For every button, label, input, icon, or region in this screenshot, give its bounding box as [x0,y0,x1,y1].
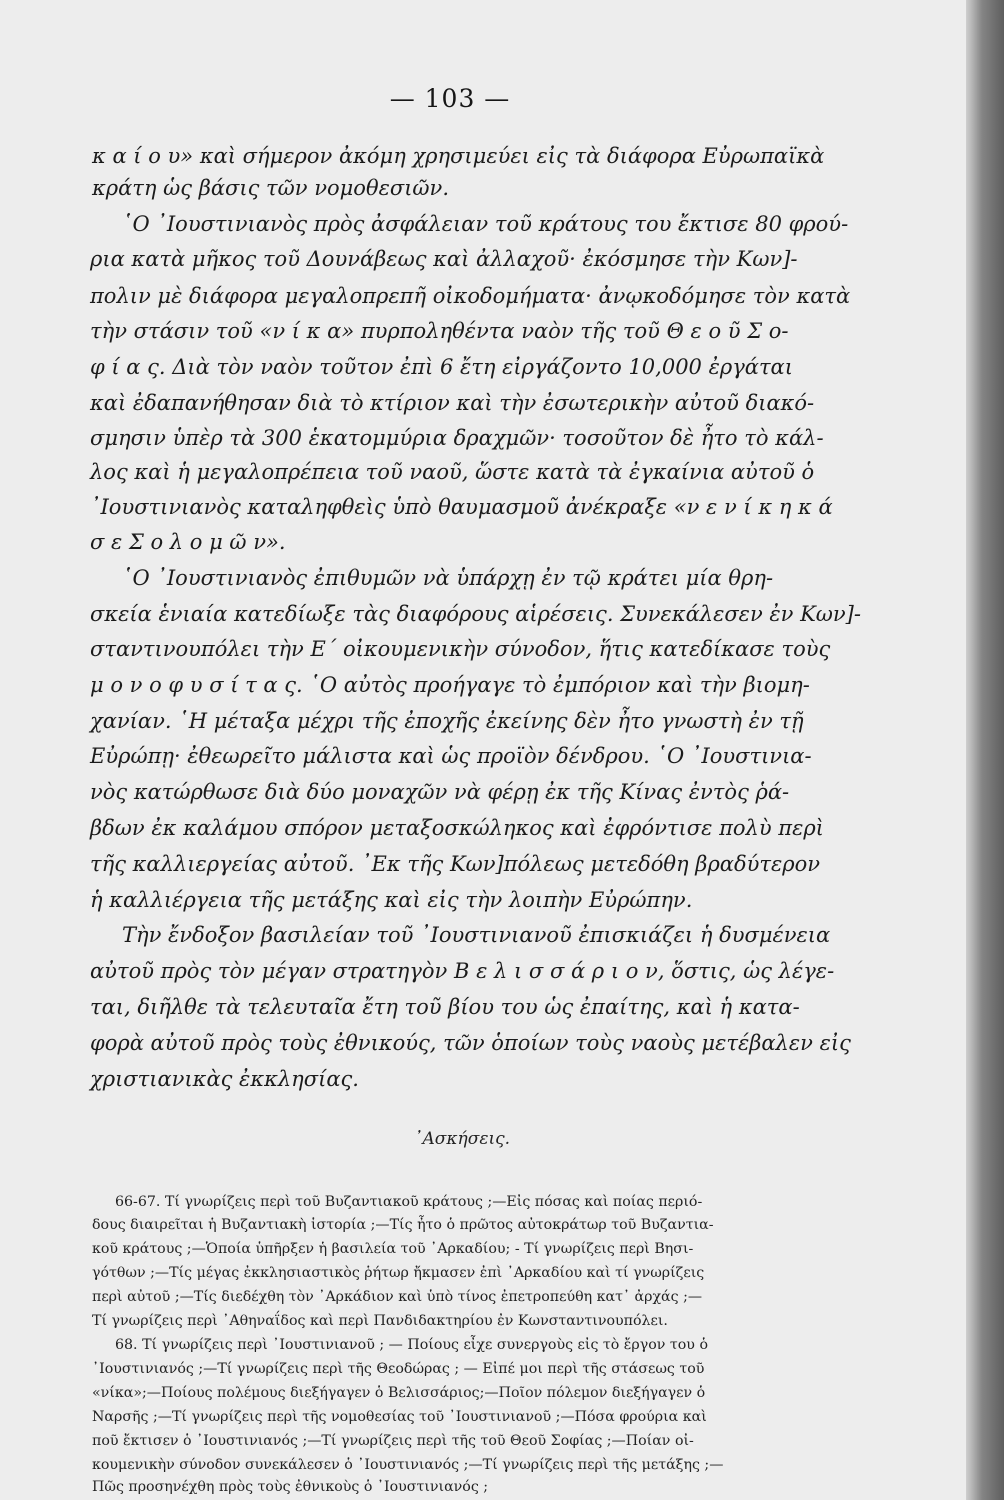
body-line: βδων ἐκ καλάμου σπόρον μεταξοσκώληκος καὶ ἐφρόντισε πολὺ περὶ [90,816,824,840]
exercise-line: κοῦ κράτους ;—Ὁποία ὑπῆρξεν ἡ βασιλεία τοῦ ᾿Αρκαδίου; - Τί γνωρίζεις περὶ Βησι- [92,1241,694,1257]
body-line: νὸς κατώρθωσε διὰ δύο μοναχῶν νὰ φέρῃ ἐκ τῆς Κίνας ἐντὸς ῥά- [90,780,790,804]
body-line: σμησιν ὑπὲρ τὰ 300 ἑκατομμύρια δραχμῶν· τοσοῦτον δὲ ἦτο τὸ κάλ- [90,426,824,450]
exercise-line: ποῦ ἔκτισεν ὁ ᾿Ιουστινιανός ;—Τί γνωρίζεις περὶ τῆς τοῦ Θεοῦ Σοφίας ;—Ποίαν οἰ- [92,1433,694,1449]
page-number: — 103 — [389,84,511,113]
body-line: σκεία ἑνιαία κατεδίωξε τὰς διαφόρους αἱρέσεις. Συνεκάλεσεν ἐν Κων]- [90,602,861,626]
exercise-line: Ναρσῆς ;—Τί γνωρίζεις περὶ τῆς νομοθεσίας τοῦ ᾿Ιουστινιανοῦ ;—Πόσα φρούρια καὶ [92,1409,707,1425]
body-line: ρια κατὰ μῆκος τοῦ Δουνάβεως καὶ ἀλλαχοῦ· ἐκόσμησε τὴν Κων]- [90,247,798,271]
exercise-line: κουμενικὴν σύνοδον συνεκάλεσεν ὁ ᾿Ιουστινιανός ;—Τί γνωρίζεις περὶ τῆς μετάξης ;— [92,1457,724,1473]
body-line: κ α ί ο υ» καὶ σήμερον ἀκόμη χρησιμεύει εἰς τὰ διάφορα Εὐρωπαϊκὰ [92,144,825,168]
body-line: χανίαν. ῾Η μέταξα μέχρι τῆς ἐποχῆς ἐκείνης δὲν ἦτο γνωστὴ ἐν τῇ [90,709,804,733]
body-line: σ ε Σ ο λ ο μ ῶ ν». [90,530,286,554]
exercise-line: Τί γνωρίζεις περὶ ᾿Αθηναΐδος καὶ περὶ Πανδιδακτηρίου ἐν Κωνσταντινουπόλει. [92,1313,668,1329]
body-line: κράτη ὡς βάσις τῶν νομοθεσιῶν. [92,176,449,200]
body-line: Εὐρώπῃ· ἐθεωρεῖτο μάλιστα καὶ ὡς προϊὸν δένδρου. ῾Ο ᾿Ιουστινια- [90,744,812,768]
body-line: χριστιανικὰς ἐκκλησίας. [90,1067,359,1091]
body-line: ῾Ο ᾿Ιουστινιανὸς ἐπιθυμῶν νὰ ὑπάρχῃ ἐν τῷ κράτει μία θρη- [122,566,774,590]
body-line: λος καὶ ἡ μεγαλοπρέπεια τοῦ ναοῦ, ὥστε κατὰ τὰ ἐγκαίνια αὐτοῦ ὁ [90,460,815,484]
exercise-line: Πῶς προσηνέχθη πρὸς τοὺς ἐθνικοὺς ὁ ᾿Ιουστινιανός ; [92,1479,489,1495]
exercise-line: περὶ αὐτοῦ ;—Τίς διεδέχθη τὸν ᾿Αρκάδιον καὶ ὑπὸ τίνος ἐπετροπεύθη κατ᾿ ἀρχάς ;— [92,1289,703,1305]
body-line: ῾Ο ᾿Ιουστινιανὸς πρὸς ἀσφάλειαν τοῦ κράτους του ἔκτισε 80 φρού- [122,212,849,236]
exercise-line: «νίκα»;—Ποίους πολέμους διεξήγαγεν ὁ Βελισσάριος;—Ποῖον πόλεμον διεξήγαγεν ὁ [92,1385,706,1401]
body-line: φορὰ αὐτοῦ πρὸς τοὺς ἐθνικούς, τῶν ὁποίων τοὺς ναοὺς μετέβαλεν εἰς [90,1031,851,1055]
exercise-line: ᾿Ιουστινιανός ;—Τί γνωρίζεις περὶ τῆς Θεοδώρας ; — Εἰπέ μοι περὶ τῆς στάσεως τοῦ [92,1361,705,1377]
body-line: αὐτοῦ πρὸς τὸν μέγαν στρατηγὸν Β ε λ ι σ σ ά ρ ι ο ν, ὅστις, ὡς λέγε- [90,959,835,983]
body-line: ἡ καλλιέργεια τῆς μετάξης καὶ εἰς τὴν λοιπὴν Εὐρώπην. [90,888,693,912]
body-line: Τὴν ἔνδοξον βασιλείαν τοῦ ᾿Ιουστινιανοῦ ἐπισκιάζει ἡ δυσμένεια [122,923,831,947]
body-line: φ ί α ς. Διὰ τὸν ναὸν τοῦτον ἐπὶ 6 ἔτη εἰργάζοντο 10,000 ἐργάται [90,355,793,379]
body-line: καὶ ἐδαπανήθησαν διὰ τὸ κτίριον καὶ τὴν ἐσωτερικὴν αὐτοῦ διακό- [90,391,815,415]
exercise-line: 66-67. Τί γνωρίζεις περὶ τοῦ Βυζαντιακοῦ κράτους ;—Εἰς πόσας καὶ ποίας περιό- [115,1194,703,1210]
exercise-line: δους διαιρεῖται ἡ Βυζαντιακὴ ἱστορία ;—Τίς ἦτο ὁ πρῶτος αὐτοκράτωρ τοῦ Βυζαντια- [92,1217,714,1233]
exercise-line: γότθων ;—Τίς μέγας ἐκκλησιαστικὸς ῥήτωρ ἤκμασεν ἐπὶ ᾿Αρκαδίου καὶ τί γνωρίζεις [92,1265,705,1281]
page-edge-shadow [966,0,1004,1500]
exercise-line: 68. Τί γνωρίζεις περὶ ᾿Ιουστινιανοῦ ; — Ποίους εἶχε συνεργοὺς εἰς τὸ ἔργον του ὁ [115,1337,708,1353]
body-line: πολιν μὲ διάφορα μεγαλοπρεπῆ οἰκοδομήματα· ἀνῳκοδόμησε τὸν κατὰ [90,284,851,308]
body-line: τῆς καλλιεργείας αὐτοῦ. ᾿Εκ τῆς Κων]πόλεως μετεδόθη βραδύτερον [90,852,821,876]
body-line: ᾿Ιουστινιανὸς καταληφθεὶς ὑπὸ θαυμασμοῦ ἀνέκραξε «ν ε ν ί κ η κ ά [90,495,833,519]
body-line: τὴν στάσιν τοῦ «ν ί κ α» πυρποληθέντα ναὸν τῆς τοῦ Θ ε ο ῦ Σ ο- [90,319,789,343]
body-line: μ ο ν ο φ υ σ ί τ α ς. ῾Ο αὐτὸς προήγαγε τὸ ἐμπόριον καὶ τὴν βιομη- [90,673,810,697]
body-line: ται, διῆλθε τὰ τελευταῖα ἔτη τοῦ βίου του ὡς ἐπαίτης, καὶ ἡ κατα- [90,995,800,1019]
exercises-heading: ᾿Ασκήσεις. [414,1129,511,1149]
body-line: σταντινουπόλει τὴν Ε΄ οἰκουμενικὴν σύνοδον, ἥτις κατεδίκασε τοὺς [90,637,831,661]
